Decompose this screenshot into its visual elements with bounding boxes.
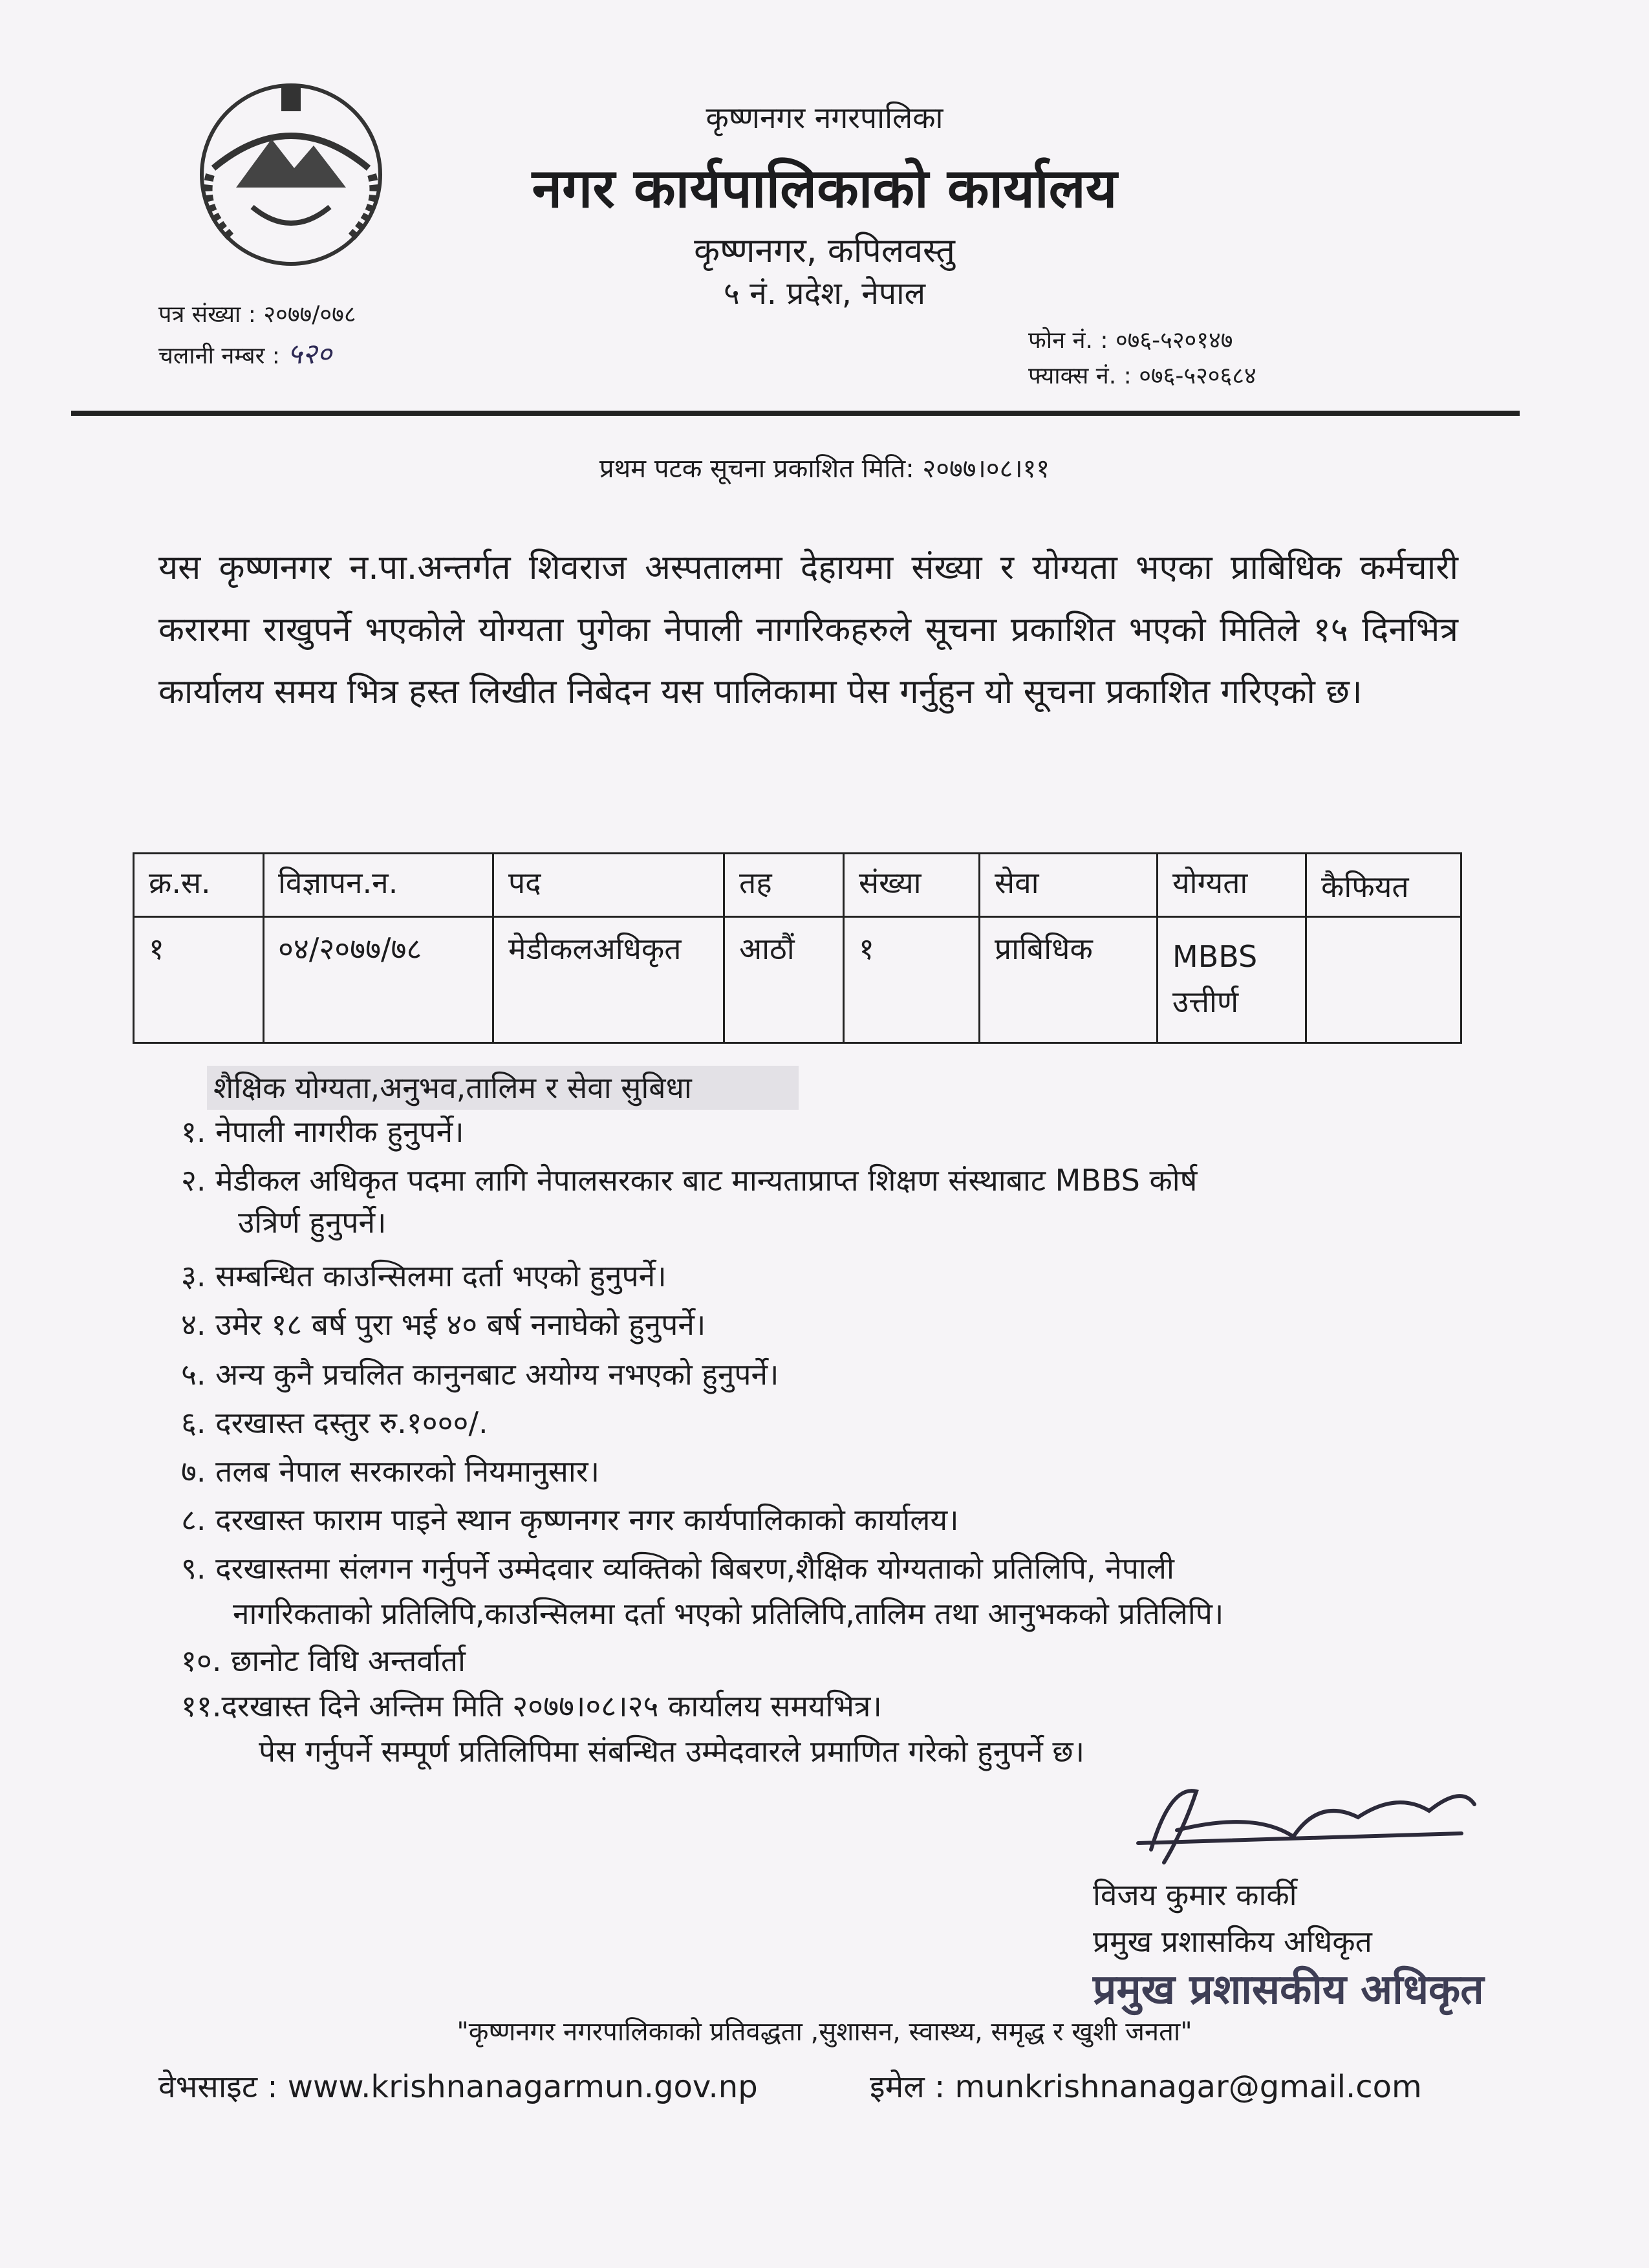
list-item: ११.दरखास्त दिने अन्तिम मिति २०७७।०८।२५ कार्यालय समयभित्र। [181, 1689, 882, 1723]
municipality-name: कृष्णनगर नगरपालिका [706, 100, 943, 135]
table-header-remarks: कैफियत [1321, 869, 1409, 904]
table-cell-service: प्राबिधिक [995, 931, 1093, 966]
address-line-1: कृष्णनगर, कपिलवस्तु [694, 232, 955, 270]
table-cell-qualification-1: MBBS [1172, 939, 1258, 974]
dispatch-number [158, 333, 332, 372]
list-item: १. नेपाली नागरीक हुनुपर्ने। [181, 1114, 464, 1149]
table-header-qualification: योग्यता [1172, 865, 1248, 900]
table-cell-level: आठौं [739, 931, 795, 966]
notice-body: यस कृष्णनगर न.पा.अन्तर्गत शिवराज अस्पतालमा देहायमा संख्या र योग्यता भएका प्राबिधिक कर्मचारी करारमा राखुपर्ने भएकोले योग्यता पुगेका नेपाली नागरिकहरुले सूचना प्रकाशित भएको मितिले १५ दिनभित्र कार्यालय समय भित्र हस्त लिखीत निबेदन यस पालिकामा पेस गर्नुहुन यो सूचना प्रकाशित गरिएको छ। [158, 548, 1458, 711]
requirements-heading: शैक्षिक योग्यता,अनुभव,तालिम र सेवा सुबिधा [207, 1066, 799, 1110]
table-divider [135, 916, 1460, 918]
list-item-continuation: उत्रिर्ण हुनुपर्ने। [238, 1205, 387, 1240]
list-item: ६. दरखास्त दस्तुर रु.१०००/. [181, 1405, 488, 1440]
table-cell-count: १ [859, 931, 874, 966]
table-divider [1305, 854, 1307, 1042]
footer-website [158, 2065, 758, 2107]
email-label: इमेल : [870, 2069, 945, 2105]
list-item-continuation: पेस गर्नुपर्ने सम्पूर्ण प्रतिलिपिमा संबन्धित उम्मेदवारले प्रमाणित गरेको हुनुपर्ने छ। [259, 1734, 1085, 1769]
list-item: ५. अन्य कुनै प्रचलित कानुनबाट अयोग्य नभएको हुनुपर्ने। [181, 1357, 779, 1392]
list-item: १०. छानोट विधि अन्तर्वार्ता [181, 1643, 466, 1678]
table-divider [843, 854, 845, 1042]
table-divider [1156, 854, 1158, 1042]
letter-number [158, 297, 356, 329]
table-cell-ad-no: ०४/२०७७/७८ [278, 931, 422, 966]
table-divider [492, 854, 494, 1042]
table-cell-post: मेडीकलअधिकृत [508, 931, 682, 966]
vacancy-table [133, 852, 1462, 1044]
signatory-name: विजय कुमार कार्की [1093, 1877, 1297, 1912]
office-title: नगर कार्यपालिकाको कार्यालय [532, 157, 1117, 220]
table-header-count: संख्या [859, 865, 921, 900]
table-divider [723, 854, 725, 1042]
table-divider [263, 854, 264, 1042]
list-item: ९. दरखास्तमा संलगन गर्नुपर्ने उम्मेदवार व्यक्तिको बिबरण,शैक्षिक योग्यताको प्रतिलिपि, नेपाली [181, 1551, 1174, 1586]
website-label: वेभसाइट : [158, 2069, 278, 2105]
handwritten-signature [1125, 1772, 1487, 1869]
table-header-service: सेवा [995, 865, 1039, 900]
table-header-ad-no: विज्ञापन.न. [278, 865, 398, 900]
list-item: ३. सम्बन्धित काउन्सिलमा दर्ता भएको हुनुपर्ने। [181, 1258, 667, 1293]
list-item: ४. उमेर १८ बर्ष पुरा भई ४० बर्ष ननाघेको हुनुपर्ने। [181, 1307, 706, 1342]
list-item: ८. दरखास्त फाराम पाइने स्थान कृष्णनगर नगर कार्यपालिकाको कार्यालय। [181, 1502, 959, 1537]
header-divider [71, 411, 1520, 416]
table-cell-qualification-2: उत्तीर्ण [1172, 984, 1239, 1019]
table-header-level: तह [739, 865, 772, 900]
address-line-2: ५ नं. प्रदेश, नेपाल [723, 275, 926, 312]
list-item: ७. तलब नेपाल सरकारको नियमानुसार। [181, 1454, 600, 1489]
website-link[interactable]: www.krishnanagarmun.gov.np [287, 2069, 758, 2105]
footer-email [870, 2065, 1422, 2107]
letter-number-label: पत्र संख्या : [158, 301, 256, 328]
footer-motto: "कृष्णनगर नगरपालिकाको प्रतिवद्धता ,सुशासन, स्वास्थ्य, समृद्ध र खुशी जनता" [457, 2017, 1192, 2047]
dispatch-number-label: चलानी नम्बर : [158, 343, 280, 369]
dispatch-number-value: ५२० [287, 338, 332, 371]
table-cell-sn: १ [149, 931, 164, 966]
publication-date: प्रथम पटक सूचना प्रकाशित मिति: २०७७।०८।११ [599, 454, 1050, 484]
table-divider [978, 854, 980, 1042]
list-item: २. मेडीकल अधिकृत पदमा लागि नेपालसरकार बाट मान्यताप्राप्त शिक्षण संस्थाबाट MBBS कोर्ष [181, 1163, 1198, 1198]
fax-number: फ्याक्स नं. : ०७६-५२०६८४ [1028, 363, 1256, 389]
table-header-post: पद [508, 865, 541, 900]
signatory-title: प्रमुख प्रशासकिय अधिकृत [1093, 1924, 1372, 1959]
table-header-sn: क्र.स. [149, 865, 211, 900]
list-item-continuation: नागरिकताको प्रतिलिपि,काउन्सिलमा दर्ता भएको प्रतिलिपि,तालिम तथा आनुभकको प्रतिलिपि। [233, 1596, 1224, 1631]
phone-number: फोन नं. : ०७६-५२०१४७ [1028, 327, 1233, 354]
email-link[interactable]: munkrishnanagar@gmail.com [954, 2069, 1422, 2105]
letter-number-value: २०७७/०७८ [263, 301, 356, 328]
official-stamp: प्रमुख प्रशासकीय अधिकृत [1093, 1966, 1484, 2014]
